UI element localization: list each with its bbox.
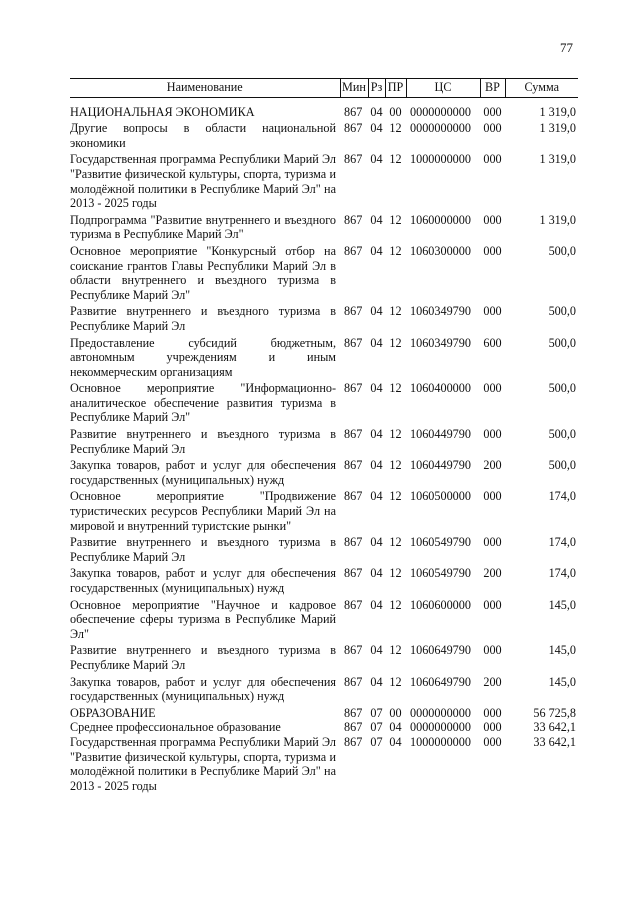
table-row — [70, 244, 578, 304]
cell-min: 867 — [344, 705, 363, 720]
cell-pr: 12 — [389, 304, 402, 319]
cell-cs: 0000000000 — [410, 705, 471, 720]
cell-vr: 000 — [483, 243, 502, 258]
cell-cs: 1060349790 — [410, 335, 471, 350]
cell-cs: 1060400000 — [410, 381, 471, 396]
cell-name: Основное мероприятие "Информационно-аналитическое обеспечение развития туризма в Республике Марий Эл" — [70, 381, 336, 425]
cell-pr: 12 — [389, 212, 402, 227]
cell-name: Предоставление субсидий бюджетным, автономным учреждениям и иным некоммерческим организациям — [70, 335, 336, 379]
cell-vr: 000 — [483, 720, 502, 735]
cell-pr: 12 — [389, 597, 402, 612]
cell-rz: 04 — [370, 304, 383, 319]
table-header — [70, 79, 578, 105]
cell-rz: 04 — [370, 566, 383, 581]
cell-min: 867 — [344, 720, 363, 735]
table-row — [70, 336, 578, 382]
cell-pr: 12 — [389, 458, 402, 473]
cell-name: Основное мероприятие "Конкурсный отбор на соискание грантов Главы Республики Марий Эл в области внутреннего и въездного туризма в Республике Марий Эл" — [70, 243, 336, 302]
cell-vr: 200 — [483, 566, 502, 581]
cell-sum: 145,0 — [548, 643, 576, 658]
table-row — [70, 643, 578, 674]
table-row — [70, 735, 578, 795]
cell-rz: 04 — [370, 597, 383, 612]
cell-rz: 04 — [370, 643, 383, 658]
cell-pr: 12 — [389, 535, 402, 550]
cell-pr: 12 — [389, 243, 402, 258]
cell-pr: 00 — [389, 705, 402, 720]
cell-vr: 000 — [483, 535, 502, 550]
cell-sum: 500,0 — [548, 427, 576, 442]
cell-min: 867 — [344, 335, 363, 350]
header-vr: ВР — [480, 79, 505, 98]
cell-name: Закупка товаров, работ и услуг для обеспечения государственных (муниципальных) нужд — [70, 674, 336, 704]
cell-min: 867 — [344, 427, 363, 442]
cell-sum: 500,0 — [548, 243, 576, 258]
table-row — [70, 381, 578, 427]
cell-min: 867 — [344, 734, 363, 749]
cell-name: Развитие внутреннего и въездного туризма в Республике Марий Эл — [70, 304, 336, 333]
cell-cs: 0000000000 — [410, 121, 471, 136]
cell-vr: 000 — [483, 427, 502, 442]
cell-min: 867 — [344, 674, 363, 689]
cell-name: НАЦИОНАЛЬНАЯ ЭКОНОМИКА — [70, 104, 255, 119]
cell-sum: 145,0 — [548, 597, 576, 612]
cell-min: 867 — [344, 212, 363, 227]
cell-min: 867 — [344, 104, 363, 119]
cell-vr: 000 — [483, 381, 502, 396]
table-row — [70, 489, 578, 535]
table-row — [70, 598, 578, 644]
cell-cs: 1060500000 — [410, 489, 471, 504]
cell-cs: 1000000000 — [410, 734, 471, 749]
cell-name: Основное мероприятие "Продвижение туристических ресурсов Республики Марий Эл на мировой и внутренний туристские рынки" — [70, 489, 336, 533]
cell-vr: 000 — [483, 597, 502, 612]
cell-cs: 0000000000 — [410, 104, 471, 119]
cell-min: 867 — [344, 489, 363, 504]
cell-vr: 000 — [483, 734, 502, 749]
header-rz: Рз — [368, 79, 385, 98]
cell-name: Государственная программа Республики Марий Эл "Развитие физической культуры, спорта, туризма и молодёжной политики в Республике Марий Эл" на 2013 - 2025 годы — [70, 734, 336, 793]
header-pr: ПР — [385, 79, 406, 98]
header-cs: ЦС — [406, 79, 480, 98]
cell-sum: 1 319,0 — [539, 104, 576, 119]
cell-rz: 04 — [370, 381, 383, 396]
cell-rz: 04 — [370, 121, 383, 136]
cell-vr: 000 — [483, 643, 502, 658]
cell-cs: 1060000000 — [410, 212, 471, 227]
cell-rz: 04 — [370, 427, 383, 442]
cell-cs: 1060449790 — [410, 458, 471, 473]
cell-vr: 200 — [483, 674, 502, 689]
cell-rz: 07 — [370, 734, 383, 749]
cell-name: Развитие внутреннего и въездного туризма в Республике Марий Эл — [70, 535, 336, 564]
cell-sum: 33 642,1 — [533, 720, 576, 735]
table-row — [70, 720, 578, 735]
cell-pr: 12 — [389, 121, 402, 136]
cell-cs: 1060349790 — [410, 304, 471, 319]
cell-sum: 500,0 — [548, 381, 576, 396]
cell-cs: 1060300000 — [410, 243, 471, 258]
cell-pr: 12 — [389, 566, 402, 581]
table-body — [70, 105, 578, 796]
cell-sum: 33 642,1 — [533, 734, 576, 749]
cell-rz: 07 — [370, 705, 383, 720]
cell-vr: 000 — [483, 152, 502, 167]
cell-sum: 1 319,0 — [539, 152, 576, 167]
cell-pr: 12 — [389, 427, 402, 442]
cell-min: 867 — [344, 381, 363, 396]
table-row — [70, 304, 578, 335]
table-row — [70, 427, 578, 458]
table-row — [70, 213, 578, 244]
page-number: 77 — [560, 40, 573, 55]
cell-name: Развитие внутреннего и въездного туризма в Республике Марий Эл — [70, 643, 336, 672]
cell-pr: 04 — [389, 720, 402, 735]
cell-sum: 174,0 — [548, 489, 576, 504]
cell-cs: 1060649790 — [410, 674, 471, 689]
cell-name: Закупка товаров, работ и услуг для обеспечения государственных (муниципальных) нужд — [70, 566, 336, 595]
cell-rz: 07 — [370, 720, 383, 735]
cell-name: Другие вопросы в области национальной экономики — [70, 121, 336, 150]
cell-min: 867 — [344, 458, 363, 473]
table-row — [70, 706, 578, 721]
cell-vr: 000 — [483, 212, 502, 227]
cell-rz: 04 — [370, 212, 383, 227]
table-row — [70, 535, 578, 566]
cell-min: 867 — [344, 304, 363, 319]
cell-sum: 1 319,0 — [539, 212, 576, 227]
cell-vr: 000 — [483, 489, 502, 504]
header-name: Наименование — [70, 79, 340, 98]
cell-name: Подпрограмма "Развитие внутреннего и въездного туризма в Республике Марий Эл" — [70, 212, 336, 242]
cell-rz: 04 — [370, 489, 383, 504]
cell-sum: 1 319,0 — [539, 121, 576, 136]
cell-cs: 1060649790 — [410, 643, 471, 658]
table-row — [70, 152, 578, 212]
cell-pr: 12 — [389, 489, 402, 504]
cell-min: 867 — [344, 566, 363, 581]
cell-min: 867 — [344, 243, 363, 258]
cell-name: Закупка товаров, работ и услуг для обеспечения государственных (муниципальных) нужд — [70, 458, 336, 487]
cell-cs: 1060549790 — [410, 535, 471, 550]
cell-cs: 0000000000 — [410, 720, 471, 735]
cell-pr: 12 — [389, 381, 402, 396]
cell-sum: 174,0 — [548, 566, 576, 581]
cell-cs: 1060449790 — [410, 427, 471, 442]
cell-cs: 1060549790 — [410, 566, 471, 581]
cell-sum: 500,0 — [548, 335, 576, 350]
cell-vr: 000 — [483, 104, 502, 119]
header-sum: Сумма — [505, 79, 578, 98]
cell-sum: 174,0 — [548, 535, 576, 550]
cell-name: Основное мероприятие "Научное и кадровое обеспечение сферы туризма в Республике Марий Эл" — [70, 597, 336, 641]
cell-pr: 12 — [389, 674, 402, 689]
table-row — [70, 566, 578, 597]
cell-sum: 500,0 — [548, 304, 576, 319]
cell-name: ОБРАЗОВАНИЕ — [70, 705, 156, 720]
cell-pr: 12 — [389, 335, 402, 350]
cell-min: 867 — [344, 121, 363, 136]
cell-vr: 000 — [483, 705, 502, 720]
cell-vr: 000 — [483, 121, 502, 136]
cell-sum: 145,0 — [548, 674, 576, 689]
table-row — [70, 121, 578, 152]
cell-min: 867 — [344, 535, 363, 550]
cell-name: Развитие внутреннего и въездного туризма в Республике Марий Эл — [70, 427, 336, 456]
cell-rz: 04 — [370, 104, 383, 119]
cell-sum: 56 725,8 — [533, 705, 576, 720]
cell-sum: 500,0 — [548, 458, 576, 473]
cell-pr: 04 — [389, 734, 402, 749]
cell-rz: 04 — [370, 674, 383, 689]
table-row — [70, 105, 578, 122]
cell-rz: 04 — [370, 535, 383, 550]
cell-pr: 12 — [389, 152, 402, 167]
table-row — [70, 675, 578, 706]
cell-cs: 1000000000 — [410, 152, 471, 167]
cell-cs: 1060600000 — [410, 597, 471, 612]
cell-rz: 04 — [370, 335, 383, 350]
cell-vr: 200 — [483, 458, 502, 473]
cell-rz: 04 — [370, 243, 383, 258]
cell-rz: 04 — [370, 152, 383, 167]
cell-min: 867 — [344, 597, 363, 612]
cell-rz: 04 — [370, 458, 383, 473]
table-row — [70, 458, 578, 489]
cell-vr: 000 — [483, 304, 502, 319]
cell-pr: 12 — [389, 643, 402, 658]
cell-pr: 00 — [389, 104, 402, 119]
budget-table — [70, 78, 578, 795]
cell-min: 867 — [344, 643, 363, 658]
header-min: Мин — [340, 79, 368, 98]
cell-min: 867 — [344, 152, 363, 167]
cell-vr: 600 — [483, 335, 502, 350]
cell-name: Государственная программа Республики Марий Эл "Развитие физической культуры, спорта, туризма и молодёжной политики в Республике Марий Эл" на 2013 - 2025 годы — [70, 152, 336, 211]
cell-name: Среднее профессиональное образование — [70, 720, 281, 735]
